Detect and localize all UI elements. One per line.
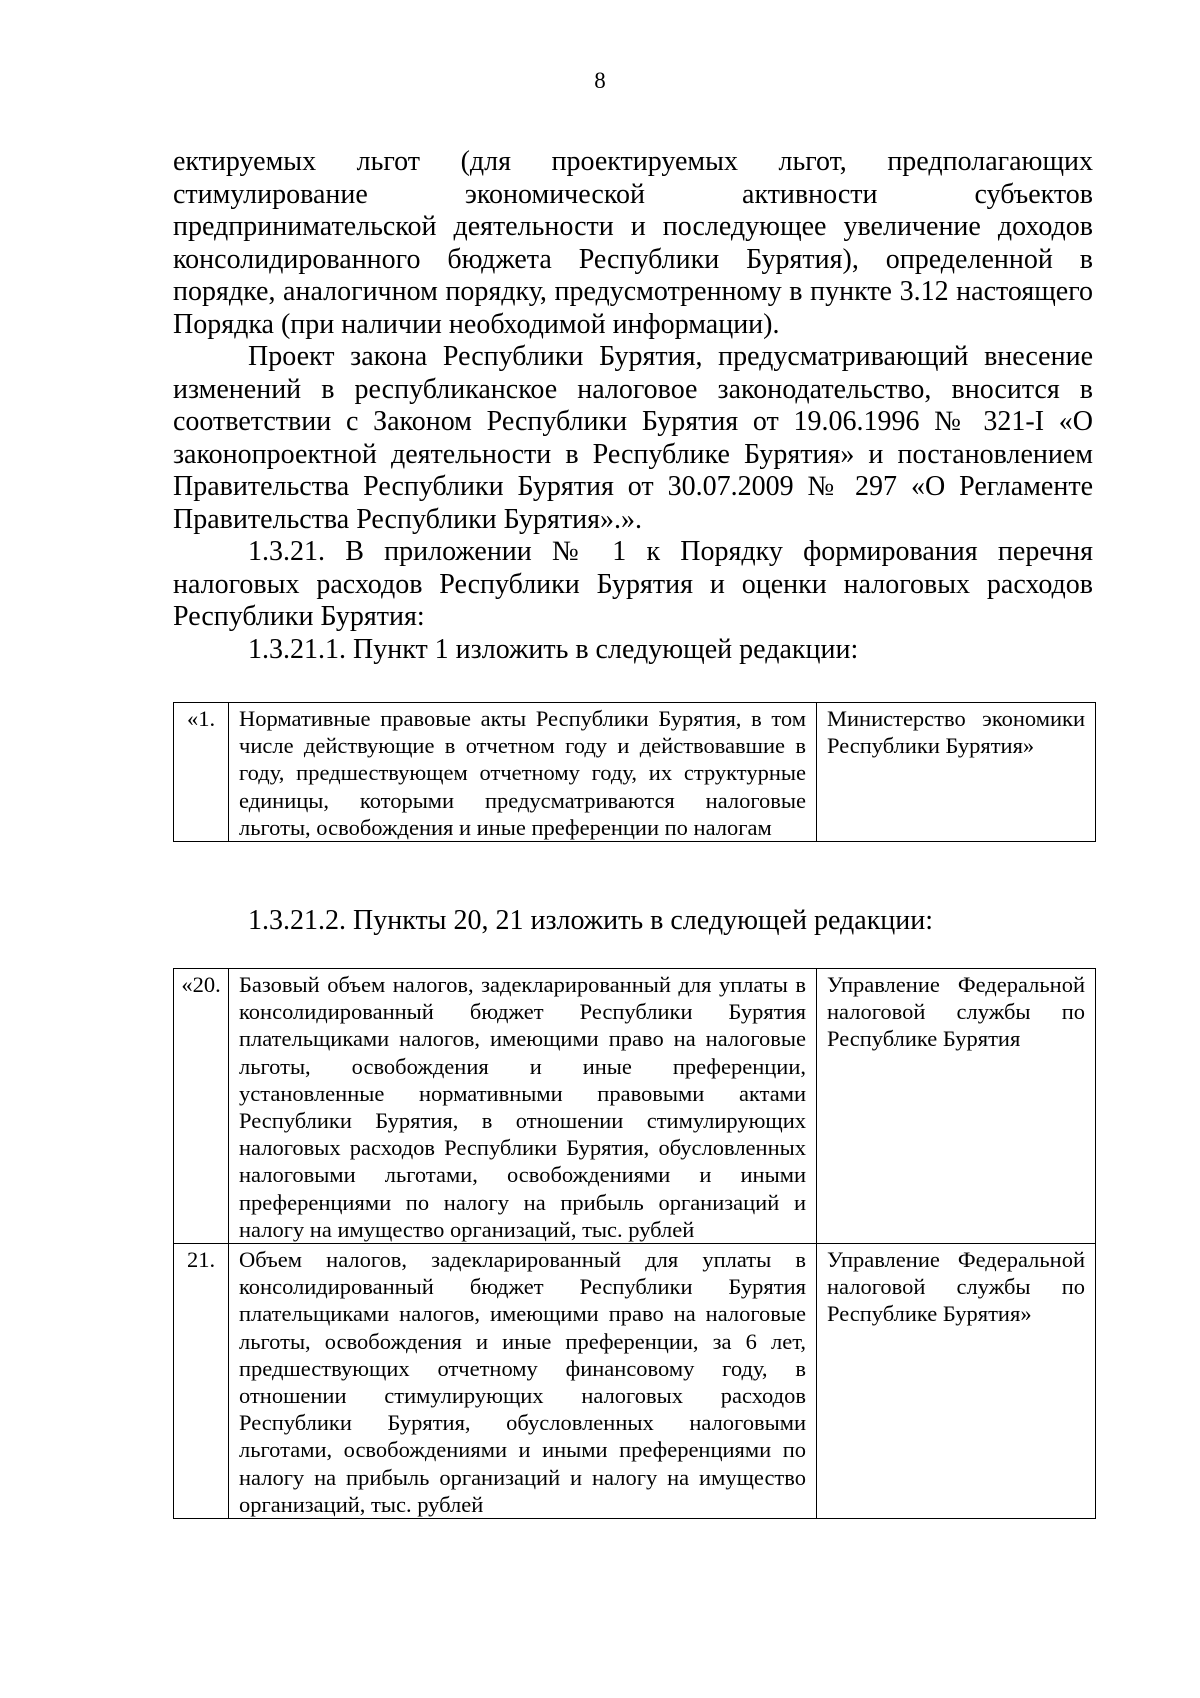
row-number: 21. bbox=[174, 1244, 229, 1519]
table-items-20-21 bbox=[173, 968, 1096, 1519]
paragraph-1-3-21-1: 1.3.21.1. Пункт 1 изложить в следующей редакции: bbox=[248, 633, 859, 665]
page-number: 8 bbox=[594, 68, 606, 93]
row-number: «20. bbox=[174, 969, 229, 1244]
table-row bbox=[174, 703, 1096, 842]
indicator-text: Базовый объем налогов, задекларированный для уплаты в консолидированный бюджет Республики Бурятия плательщиками налогов, имеющими право на налоговые льготы, освобождения и иные преференции, установленные нормативными правовыми актами Республики Бурятия, в отношении стимулирующих налоговых расходов Республики Бурятия, обусловленных налоговыми льготами, освобождениями и иными преференциями по налогу на прибыль организаций и налогу на имущество организаций, тыс. рублей bbox=[229, 969, 817, 1244]
paragraph-draft-law: Проект закона Республики Бурятия, предусматривающий внесение изменений в республиканское налоговое законодательство, вносится в соответствии с Законом Республики Бурятия от 19.06.1996 № 321-I «О законопроектной деятельности в Республике Бурятия» и постановлением Правительства Республики Бурятия от 30.07.2009 № 297 «О Регламенте Правительства Республики Бурятия».». bbox=[173, 341, 1093, 535]
indicator-text: Объем налогов, задекларированный для уплаты в консолидированный бюджет Республики Бурятия плательщиками налогов, имеющими право на налоговые льготы, освобождения и иные преференции, за 6 лет, предшествующих отчетному финансовому году, в отношении стимулирующих налоговых расходов Республики Бурятия, обусловленных налоговыми льготами, освобождениями и иными преференциями по налогу на прибыль организаций и налогу на имущество организаций, тыс. рублей bbox=[229, 1244, 817, 1519]
table-item-1 bbox=[173, 702, 1096, 842]
indicator-text: Нормативные правовые акты Республики Бурятия, в том числе действующие в отчетном году и действовавшие в году, предшествующем отчетному году, их структурные единицы, которыми предусматриваются налоговые льготы, освобождения и иные преференции по налогам bbox=[229, 703, 817, 842]
data-source: Управление Федеральной налоговой службы по Республике Бурятия» bbox=[817, 1244, 1096, 1519]
paragraph-1-3-21: 1.3.21. В приложении № 1 к Порядку формирования перечня налоговых расходов Республики Бурятия и оценки налоговых расходов Республики Бурятия: bbox=[173, 536, 1093, 632]
table-row bbox=[174, 969, 1096, 1244]
paragraph-1-3-21-2: 1.3.21.2. Пункты 20, 21 изложить в следующей редакции: bbox=[248, 905, 934, 936]
body-text-top bbox=[173, 146, 1093, 666]
body-text-middle bbox=[173, 905, 1093, 938]
table-row bbox=[174, 1244, 1096, 1519]
data-source: Управление Федеральной налоговой службы по Республике Бурятия bbox=[817, 969, 1096, 1244]
paragraph-continuation: ектируемых льгот (для проектируемых льгот, предполагающих стимулирование экономической активности субъектов предпринимательской деятельности и последующее увеличение доходов консолидированного бюджета Республики Бурятия), определенной в порядке, аналогичном порядку, предусмотренному в пункте 3.12 настоящего Порядка (при наличии необходимой информации). bbox=[173, 146, 1093, 340]
row-number: «1. bbox=[174, 703, 229, 842]
data-source: Министерство экономики Республики Бурятия» bbox=[817, 703, 1096, 842]
